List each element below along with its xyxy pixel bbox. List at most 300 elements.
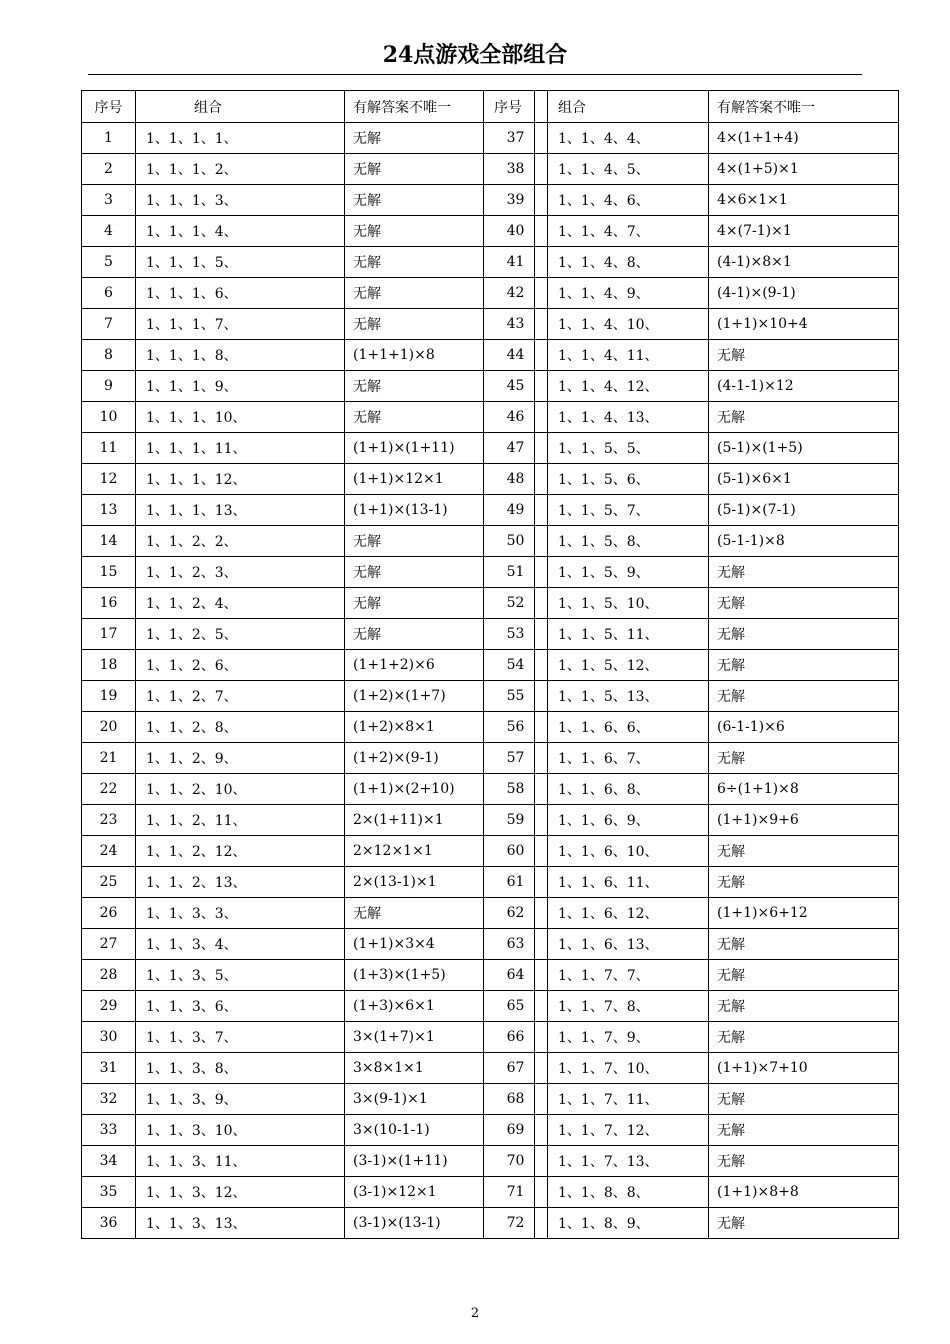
row-number: 64	[484, 960, 548, 991]
row-answer: 无解	[345, 123, 535, 154]
table-row	[484, 991, 899, 1022]
table-row	[484, 867, 899, 898]
table-row	[82, 1177, 535, 1208]
row-number: 68	[484, 1084, 548, 1115]
row-number: 59	[484, 805, 548, 836]
row-number: 51	[484, 557, 548, 588]
row-combination: 1、1、7、7、	[548, 960, 709, 991]
row-number: 24	[82, 836, 136, 867]
row-number: 10	[82, 402, 136, 433]
row-answer: 无解	[709, 867, 899, 898]
row-number: 2	[82, 154, 136, 185]
header-number: 序号	[82, 91, 136, 123]
row-combination: 1、1、4、10、	[548, 309, 709, 340]
table-body-right	[484, 123, 899, 1239]
header-combination: 组合	[548, 91, 709, 123]
row-number: 39	[484, 185, 548, 216]
row-number: 35	[82, 1177, 136, 1208]
table-row	[82, 123, 535, 154]
table-row	[484, 309, 899, 340]
row-answer: 无解	[709, 619, 899, 650]
row-answer: 无解	[345, 216, 535, 247]
row-number: 11	[82, 433, 136, 464]
row-number: 16	[82, 588, 136, 619]
row-combination: 1、1、4、9、	[548, 278, 709, 309]
row-number: 13	[82, 495, 136, 526]
table-row	[82, 216, 535, 247]
row-combination: 1、1、4、4、	[548, 123, 709, 154]
table-header-row	[484, 91, 899, 123]
row-combination: 1、1、7、9、	[548, 1022, 709, 1053]
row-answer: (6-1-1)×6	[709, 712, 899, 743]
row-answer: (5-1-1)×8	[709, 526, 899, 557]
row-number: 7	[82, 309, 136, 340]
row-answer: 无解	[709, 1115, 899, 1146]
row-answer: (1+1)×6+12	[709, 898, 899, 929]
row-combination: 1、1、2、6、	[136, 650, 345, 681]
table-row	[484, 278, 899, 309]
row-combination: 1、1、6、8、	[548, 774, 709, 805]
row-combination: 1、1、8、9、	[548, 1208, 709, 1239]
row-combination: 1、1、3、5、	[136, 960, 345, 991]
row-answer: 无解	[345, 309, 535, 340]
table-row	[484, 836, 899, 867]
table-row	[82, 247, 535, 278]
row-number: 15	[82, 557, 136, 588]
row-combination: 1、1、6、11、	[548, 867, 709, 898]
row-number: 53	[484, 619, 548, 650]
row-answer: (1+1)×9+6	[709, 805, 899, 836]
row-number: 47	[484, 433, 548, 464]
row-number: 60	[484, 836, 548, 867]
row-answer: 无解	[345, 154, 535, 185]
row-number: 37	[484, 123, 548, 154]
row-combination: 1、1、7、13、	[548, 1146, 709, 1177]
table-row	[484, 464, 899, 495]
header-number: 序号	[484, 91, 548, 123]
row-number: 66	[484, 1022, 548, 1053]
title-underline	[88, 74, 862, 75]
row-answer: (1+1+1)×8	[345, 340, 535, 371]
table-row	[484, 495, 899, 526]
row-combination: 1、1、3、8、	[136, 1053, 345, 1084]
table-row	[82, 650, 535, 681]
row-answer: 3×(9-1)×1	[345, 1084, 535, 1115]
row-answer: (1+1)×(2+10)	[345, 774, 535, 805]
table-row	[82, 774, 535, 805]
row-combination: 1、1、6、7、	[548, 743, 709, 774]
row-answer: (1+1)×7+10	[709, 1053, 899, 1084]
row-number: 52	[484, 588, 548, 619]
row-answer: 无解	[345, 898, 535, 929]
row-answer: 无解	[345, 185, 535, 216]
row-answer: 2×(1+11)×1	[345, 805, 535, 836]
row-combination: 1、1、1、9、	[136, 371, 345, 402]
table-row	[484, 960, 899, 991]
row-answer: 4×(1+5)×1	[709, 154, 899, 185]
row-combination: 1、1、3、13、	[136, 1208, 345, 1239]
row-combination: 1、1、7、12、	[548, 1115, 709, 1146]
row-number: 1	[82, 123, 136, 154]
row-combination: 1、1、4、6、	[548, 185, 709, 216]
row-number: 57	[484, 743, 548, 774]
table-row	[484, 1177, 899, 1208]
table-row	[484, 526, 899, 557]
row-combination: 1、1、1、7、	[136, 309, 345, 340]
table-row	[82, 464, 535, 495]
table-row	[484, 650, 899, 681]
row-combination: 1、1、3、4、	[136, 929, 345, 960]
row-combination: 1、1、5、8、	[548, 526, 709, 557]
row-answer: 3×(10-1-1)	[345, 1115, 535, 1146]
table-row	[484, 619, 899, 650]
row-number: 6	[82, 278, 136, 309]
table-row	[484, 123, 899, 154]
table-row	[82, 712, 535, 743]
row-answer: (1+1+2)×6	[345, 650, 535, 681]
row-combination: 1、1、2、9、	[136, 743, 345, 774]
row-number: 8	[82, 340, 136, 371]
table-row	[484, 247, 899, 278]
row-combination: 1、1、1、5、	[136, 247, 345, 278]
row-answer: (4-1)×(9-1)	[709, 278, 899, 309]
row-number: 48	[484, 464, 548, 495]
row-number: 40	[484, 216, 548, 247]
row-combination: 1、1、3、10、	[136, 1115, 345, 1146]
row-combination: 1、1、6、13、	[548, 929, 709, 960]
row-number: 26	[82, 898, 136, 929]
row-answer: 无解	[345, 557, 535, 588]
row-number: 63	[484, 929, 548, 960]
table-row	[82, 1084, 535, 1115]
row-combination: 1、1、2、7、	[136, 681, 345, 712]
row-number: 21	[82, 743, 136, 774]
row-answer: 无解	[709, 402, 899, 433]
row-combination: 1、1、1、8、	[136, 340, 345, 371]
row-number: 65	[484, 991, 548, 1022]
row-combination: 1、1、5、13、	[548, 681, 709, 712]
table-row	[484, 898, 899, 929]
row-combination: 1、1、1、12、	[136, 464, 345, 495]
table-row	[82, 743, 535, 774]
row-answer: (1+1)×12×1	[345, 464, 535, 495]
row-number: 55	[484, 681, 548, 712]
row-number: 54	[484, 650, 548, 681]
row-number: 42	[484, 278, 548, 309]
row-answer: (5-1)×6×1	[709, 464, 899, 495]
row-combination: 1、1、5、6、	[548, 464, 709, 495]
table-row	[82, 557, 535, 588]
row-answer: 6÷(1+1)×8	[709, 774, 899, 805]
row-answer: 无解	[709, 991, 899, 1022]
table-row	[484, 371, 899, 402]
page-number: 2	[470, 1306, 480, 1321]
row-combination: 1、1、2、3、	[136, 557, 345, 588]
table-header-row	[82, 91, 535, 123]
row-number: 58	[484, 774, 548, 805]
row-answer: (3-1)×(1+11)	[345, 1146, 535, 1177]
table-row	[484, 557, 899, 588]
row-combination: 1、1、5、7、	[548, 495, 709, 526]
row-answer: (1+1)×8+8	[709, 1177, 899, 1208]
table-row	[82, 960, 535, 991]
table-row	[484, 743, 899, 774]
row-answer: (1+1)×3×4	[345, 929, 535, 960]
row-answer: 无解	[709, 1084, 899, 1115]
row-number: 71	[484, 1177, 548, 1208]
row-combination: 1、1、4、5、	[548, 154, 709, 185]
row-combination: 1、1、4、8、	[548, 247, 709, 278]
table-row	[484, 774, 899, 805]
row-answer: 3×8×1×1	[345, 1053, 535, 1084]
row-answer: 无解	[709, 557, 899, 588]
row-number: 25	[82, 867, 136, 898]
table-row	[82, 619, 535, 650]
row-combination: 1、1、1、2、	[136, 154, 345, 185]
row-number: 69	[484, 1115, 548, 1146]
row-combination: 1、1、6、10、	[548, 836, 709, 867]
row-answer: 无解	[709, 960, 899, 991]
row-number: 4	[82, 216, 136, 247]
row-number: 29	[82, 991, 136, 1022]
row-combination: 1、1、4、7、	[548, 216, 709, 247]
table-row	[484, 588, 899, 619]
row-answer: 无解	[709, 681, 899, 712]
table-row	[82, 836, 535, 867]
row-combination: 1、1、1、6、	[136, 278, 345, 309]
table-row	[82, 898, 535, 929]
row-number: 36	[82, 1208, 136, 1239]
table-row	[484, 433, 899, 464]
row-number: 67	[484, 1053, 548, 1084]
row-combination: 1、1、3、11、	[136, 1146, 345, 1177]
row-combination: 1、1、4、12、	[548, 371, 709, 402]
row-answer: 4×(7-1)×1	[709, 216, 899, 247]
row-answer: 无解	[345, 588, 535, 619]
table-row	[82, 340, 535, 371]
row-answer: (3-1)×12×1	[345, 1177, 535, 1208]
row-combination: 1、1、5、5、	[548, 433, 709, 464]
table-row	[484, 1053, 899, 1084]
row-answer: 无解	[345, 402, 535, 433]
table-row	[484, 712, 899, 743]
row-answer: 无解	[709, 650, 899, 681]
row-combination: 1、1、7、8、	[548, 991, 709, 1022]
table-row	[484, 185, 899, 216]
table-row	[484, 681, 899, 712]
row-number: 50	[484, 526, 548, 557]
combinations-table-left	[81, 90, 535, 1239]
table-row	[82, 278, 535, 309]
row-answer: 无解	[709, 836, 899, 867]
table-row	[82, 991, 535, 1022]
row-answer: 2×12×1×1	[345, 836, 535, 867]
row-combination: 1、1、5、11、	[548, 619, 709, 650]
row-combination: 1、1、3、3、	[136, 898, 345, 929]
table-row	[82, 1022, 535, 1053]
header-answer: 有解答案不唯一	[345, 91, 535, 123]
table-row	[82, 1115, 535, 1146]
row-number: 34	[82, 1146, 136, 1177]
row-answer: (3-1)×(13-1)	[345, 1208, 535, 1239]
row-answer: 无解	[345, 278, 535, 309]
row-combination: 1、1、5、12、	[548, 650, 709, 681]
row-number: 45	[484, 371, 548, 402]
row-answer: (1+3)×(1+5)	[345, 960, 535, 991]
row-combination: 1、1、1、4、	[136, 216, 345, 247]
table-body-left	[82, 123, 535, 1239]
table-row	[484, 1146, 899, 1177]
row-number: 61	[484, 867, 548, 898]
row-number: 43	[484, 309, 548, 340]
row-answer: 无解	[709, 588, 899, 619]
row-number: 14	[82, 526, 136, 557]
table-row	[82, 154, 535, 185]
row-combination: 1、1、2、8、	[136, 712, 345, 743]
row-number: 22	[82, 774, 136, 805]
row-answer: (4-1)×8×1	[709, 247, 899, 278]
row-combination: 1、1、6、9、	[548, 805, 709, 836]
row-number: 70	[484, 1146, 548, 1177]
table-row	[82, 867, 535, 898]
row-combination: 1、1、3、12、	[136, 1177, 345, 1208]
row-combination: 1、1、3、6、	[136, 991, 345, 1022]
row-answer: (4-1-1)×12	[709, 371, 899, 402]
table-row	[82, 929, 535, 960]
row-answer: (1+1)×(1+11)	[345, 433, 535, 464]
table-row	[484, 1115, 899, 1146]
table-row	[484, 1022, 899, 1053]
row-number: 12	[82, 464, 136, 495]
row-combination: 1、1、1、3、	[136, 185, 345, 216]
table-row	[82, 526, 535, 557]
table-row	[82, 371, 535, 402]
row-number: 31	[82, 1053, 136, 1084]
row-answer: 无解	[709, 1146, 899, 1177]
row-answer: 4×(1+1+4)	[709, 123, 899, 154]
row-combination: 1、1、4、13、	[548, 402, 709, 433]
row-combination: 1、1、2、12、	[136, 836, 345, 867]
row-answer: (1+2)×8×1	[345, 712, 535, 743]
row-answer: 无解	[709, 340, 899, 371]
table-row	[82, 681, 535, 712]
row-combination: 1、1、4、11、	[548, 340, 709, 371]
row-combination: 1、1、2、2、	[136, 526, 345, 557]
row-answer: 2×(13-1)×1	[345, 867, 535, 898]
row-combination: 1、1、8、8、	[548, 1177, 709, 1208]
row-number: 33	[82, 1115, 136, 1146]
row-number: 18	[82, 650, 136, 681]
row-answer: (1+1)×(13-1)	[345, 495, 535, 526]
row-answer: (5-1)×(1+5)	[709, 433, 899, 464]
row-answer: 3×(1+7)×1	[345, 1022, 535, 1053]
row-number: 30	[82, 1022, 136, 1053]
row-number: 49	[484, 495, 548, 526]
table-row	[82, 402, 535, 433]
row-combination: 1、1、2、11、	[136, 805, 345, 836]
page-title: 24点游戏全部组合	[382, 42, 568, 68]
table-row	[82, 805, 535, 836]
table-row	[484, 402, 899, 433]
header-answer: 有解答案不唯一	[709, 91, 899, 123]
row-number: 62	[484, 898, 548, 929]
row-answer: 无解	[345, 371, 535, 402]
row-number: 27	[82, 929, 136, 960]
row-number: 38	[484, 154, 548, 185]
row-answer: (5-1)×(7-1)	[709, 495, 899, 526]
row-answer: 无解	[345, 247, 535, 278]
header-combination: 组合	[136, 91, 345, 123]
row-answer: 无解	[709, 929, 899, 960]
row-number: 32	[82, 1084, 136, 1115]
row-answer: (1+3)×6×1	[345, 991, 535, 1022]
row-combination: 1、1、1、11、	[136, 433, 345, 464]
table-row	[484, 805, 899, 836]
row-number: 46	[484, 402, 548, 433]
row-combination: 1、1、7、11、	[548, 1084, 709, 1115]
table-row	[82, 1053, 535, 1084]
table-row	[484, 340, 899, 371]
row-answer: 无解	[345, 526, 535, 557]
table-row	[484, 1208, 899, 1239]
table-row	[82, 309, 535, 340]
row-number: 9	[82, 371, 136, 402]
table-row	[82, 1146, 535, 1177]
row-combination: 1、1、5、9、	[548, 557, 709, 588]
row-number: 23	[82, 805, 136, 836]
row-combination: 1、1、2、5、	[136, 619, 345, 650]
row-combination: 1、1、2、13、	[136, 867, 345, 898]
table-row	[82, 495, 535, 526]
row-number: 44	[484, 340, 548, 371]
row-combination: 1、1、7、10、	[548, 1053, 709, 1084]
table-row	[82, 433, 535, 464]
row-combination: 1、1、6、6、	[548, 712, 709, 743]
row-number: 19	[82, 681, 136, 712]
table-row	[484, 216, 899, 247]
row-answer: (1+2)×(9-1)	[345, 743, 535, 774]
table-row	[484, 1084, 899, 1115]
row-answer: 无解	[709, 743, 899, 774]
table-row	[82, 1208, 535, 1239]
row-number: 72	[484, 1208, 548, 1239]
row-combination: 1、1、5、10、	[548, 588, 709, 619]
row-combination: 1、1、3、7、	[136, 1022, 345, 1053]
row-number: 28	[82, 960, 136, 991]
row-combination: 1、1、1、13、	[136, 495, 345, 526]
row-combination: 1、1、2、10、	[136, 774, 345, 805]
table-row	[82, 588, 535, 619]
row-combination: 1、1、1、10、	[136, 402, 345, 433]
table-row	[484, 154, 899, 185]
row-number: 20	[82, 712, 136, 743]
table-row	[484, 929, 899, 960]
row-combination: 1、1、2、4、	[136, 588, 345, 619]
row-number: 5	[82, 247, 136, 278]
row-combination: 1、1、3、9、	[136, 1084, 345, 1115]
row-combination: 1、1、1、1、	[136, 123, 345, 154]
row-number: 56	[484, 712, 548, 743]
row-combination: 1、1、6、12、	[548, 898, 709, 929]
row-answer: 4×6×1×1	[709, 185, 899, 216]
row-number: 3	[82, 185, 136, 216]
combinations-table-right	[483, 90, 899, 1239]
row-answer: 无解	[345, 619, 535, 650]
row-number: 17	[82, 619, 136, 650]
row-number: 41	[484, 247, 548, 278]
row-answer: 无解	[709, 1208, 899, 1239]
row-answer: (1+2)×(1+7)	[345, 681, 535, 712]
